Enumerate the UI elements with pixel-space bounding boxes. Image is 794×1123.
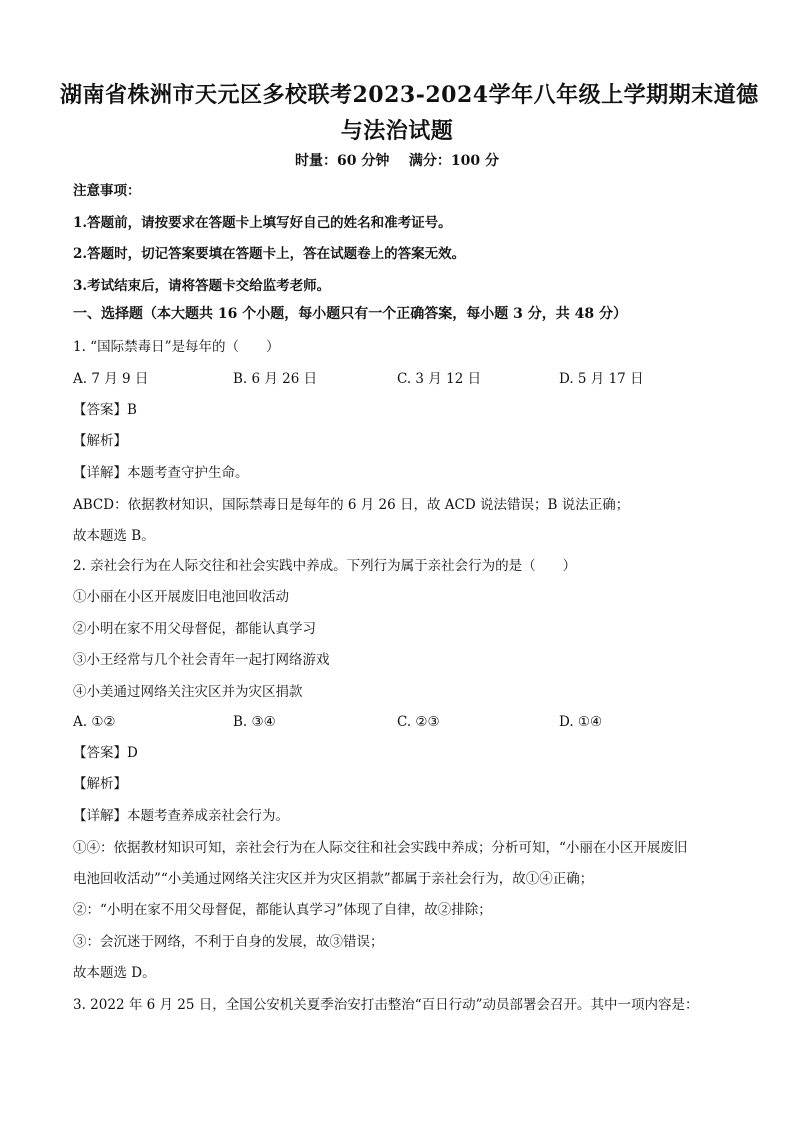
q2-options bbox=[73, 713, 733, 731]
q2-item-4: ④小美通过网络关注灾区并为灾区捐款 bbox=[73, 684, 303, 700]
q1-answer: 【答案】B bbox=[73, 402, 137, 418]
q1-options bbox=[73, 370, 733, 388]
q2-item-1: ①小丽在小区开展废旧电池回收活动 bbox=[73, 589, 289, 605]
q1-stem: 1. “国际禁毒日”是每年的（ ） bbox=[73, 339, 280, 355]
notice-heading: 注意事项： bbox=[73, 183, 141, 199]
q1-option-c: C. 3 月 12 日 bbox=[397, 371, 482, 387]
q2-analysis-label: 【解析】 bbox=[73, 776, 127, 792]
q2-explanation-line-3: ②：“小明在家不用父母督促，都能认真学习”体现了自律，故②排除； bbox=[73, 902, 492, 918]
notice-item-2: 2.答题时，切记答案要填在答题卡上，答在试题卷上的答案无效。 bbox=[73, 246, 466, 262]
notice-item-3: 3.考试结束后，请将答题卡交给监考老师。 bbox=[73, 278, 331, 294]
q2-item-3: ③小王经常与几个社会青年一起打网络游戏 bbox=[73, 652, 330, 668]
q2-option-d: D. ①④ bbox=[559, 714, 603, 730]
q2-option-a: A. ①② bbox=[73, 714, 116, 730]
q1-analysis-label: 【解析】 bbox=[73, 433, 127, 449]
q2-stem: 2. 亲社会行为在人际交往和社会实践中养成。下列行为属于亲社会行为的是（ ） bbox=[73, 558, 577, 574]
q1-option-b: B. 6 月 26 日 bbox=[233, 371, 318, 387]
section-heading: 一、选择题（本大题共 16 个小题，每小题只有一个正确答案，每小题 3 分，共 48 分） bbox=[73, 306, 627, 322]
q2-item-2: ②小明在家不用父母督促，都能认真学习 bbox=[73, 621, 316, 637]
q1-detail: 【详解】本题考查守护生命。 bbox=[73, 465, 249, 481]
q1-conclusion: 故本题选 B。 bbox=[73, 528, 155, 544]
q1-explanation: ABCD：依据教材知识，国际禁毒日是每年的 6 月 26 日，故 ACD 说法错误；B 说法正确； bbox=[73, 497, 630, 513]
q2-detail: 【详解】本题考查养成亲社会行为。 bbox=[73, 808, 289, 824]
exam-title-line-2: 与法治试题 bbox=[340, 118, 454, 144]
q2-answer: 【答案】D bbox=[73, 745, 138, 761]
q2-explanation-line-4: ③：会沉迷于网络，不利于自身的发展，故③错误； bbox=[73, 934, 384, 950]
q2-explanation-line-1: ①④：依据教材知识可知，亲社会行为在人际交往和社会实践中养成；分析可知，“小丽在小区开展废旧 bbox=[73, 840, 688, 856]
q2-option-c: C. ②③ bbox=[397, 714, 440, 730]
q3-stem: 3. 2022 年 6 月 25 日，全国公安机关夏季治安打击整治“百日行动”动员部署会召开。其中一项内容是： bbox=[73, 997, 699, 1013]
exam-title-line-1: 湖南省株洲市天元区多校联考2023-2024学年八年级上学期期末道德 bbox=[60, 82, 759, 108]
q2-explanation-line-2: 电池回收活动”“小美通过网络关注灾区并为灾区捐款”都属于亲社会行为，故①④正确； bbox=[73, 871, 594, 887]
q2-option-b: B. ③④ bbox=[233, 714, 276, 730]
q1-option-a: A. 7 月 9 日 bbox=[73, 371, 149, 387]
exam-meta: 时量：60 分钟 满分：100 分 bbox=[295, 153, 499, 169]
notice-item-1: 1.答题前，请按要求在答题卡上填写好自己的姓名和准考证号。 bbox=[73, 215, 452, 231]
q2-conclusion: 故本题选 D。 bbox=[73, 965, 156, 981]
q1-option-d: D. 5 月 17 日 bbox=[559, 371, 644, 387]
